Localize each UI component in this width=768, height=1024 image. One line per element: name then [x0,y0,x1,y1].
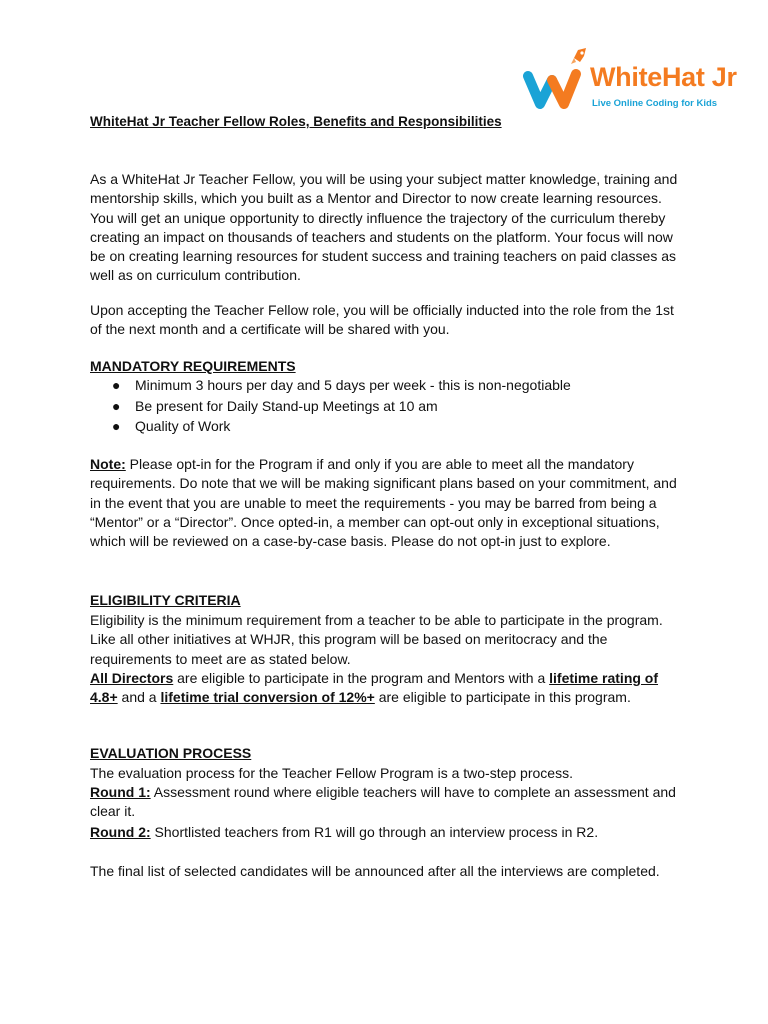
eligibility-paragraph: Eligibility is the minimum requirement from a teacher to be able to participate in the program. Like all other initiatives at WHJR, this program will be based on meritocracy and the requirements to meet are as stated below. [90,612,663,667]
round-2-label: Round 2: [90,824,151,840]
bullet-icon: ● [112,418,121,434]
eligibility-text-3: are eligible to participate in this program. [374,689,631,706]
list-item-text: Be present for Daily Stand-up Meetings at 10 am [135,397,438,414]
induction-paragraph: Upon accepting the Teacher Fellow role, you will be officially inducted into the role from the 1st of the next month and a certificate will be shared with you. [90,302,674,338]
all-directors-text: All Directors [90,670,174,686]
eligibility-text-1: are eligible to participate in the program and Mentors with a [173,670,550,686]
document-title: WhiteHat Jr Teacher Fellow Roles, Benefits and Responsibilities [90,114,502,129]
round-1-label: Round 1: [90,784,151,800]
round-2-text: Shortlisted teachers from R1 will go through an interview process in R2. [150,824,599,840]
list-item-text: Minimum 3 hours per day and 5 days per week - this is non-negotiable [135,377,571,393]
eligibility-criteria-paragraph [90,669,680,708]
whitehat-w-icon [522,46,592,116]
round-1-paragraph [90,783,680,822]
final-list-paragraph: The final list of selected candidates will be announced after all the interviews are completed. [90,863,660,879]
bullet-icon: ● [112,377,121,393]
list-item [90,375,571,396]
lifetime-rating-text: lifetime rating of 4.8+ [90,670,659,706]
list-item [90,416,571,437]
round-1-text: Assessment round where eligible teachers will have to complete an assessment and clear it. [90,784,676,820]
note-label: Note: [90,456,126,472]
note-text: Please opt-in for the Program if and only if you are able to meet all the mandatory requirements. Do note that we will be making significant plans based on your commitment, and in the event that you are unable to meet the requirements - you may be barred from being a “Mentor” or a “Director”. Once opted-in, a member can opt-out only in exceptional situations, which will be reviewed on a case-by-case basis. Please do not opt-in just to explore. [90,456,677,550]
eligibility-heading: ELIGIBILITY CRITERIA [90,592,241,608]
evaluation-paragraph: The evaluation process for the Teacher Fellow Program is a two-step process. [90,765,573,781]
list-item [90,396,571,417]
mandatory-requirements-list [90,375,571,437]
whitehat-jr-logo [522,46,754,116]
intro-paragraph: As a WhiteHat Jr Teacher Fellow, you will be using your subject matter knowledge, training and mentorship skills, which you built as a Mentor and Director to now create learning resources. You will get an unique opportunity to directly influence the trajectory of the curriculum thereby creating an impact on thousands of teachers and students on the platform. Your focus will now be on creating learning resources for student success and training teachers on paid classes as well as on curriculum contribution. [90,171,678,284]
eligibility-text-2: and a [117,689,161,706]
mandatory-requirements-heading: MANDATORY REQUIREMENTS [90,358,296,374]
logo-wordmark: WhiteHat Jr [590,62,737,92]
lifetime-conversion-text: lifetime trial conversion of 12%+ [160,689,375,706]
note-paragraph [90,455,680,551]
logo-tagline: Live Online Coding for Kids [592,98,718,109]
list-item-text: Quality of Work [135,418,231,434]
round-2-paragraph [90,823,680,842]
evaluation-heading: EVALUATION PROCESS [90,745,252,761]
bullet-icon: ● [112,397,121,414]
